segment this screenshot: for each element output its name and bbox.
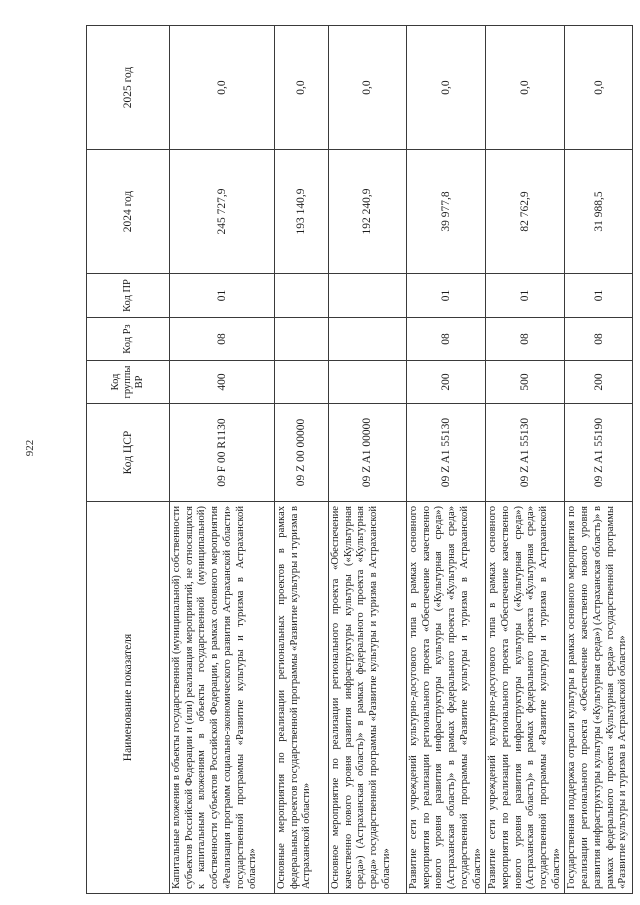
header-2025: 2025 год — [87, 26, 170, 150]
header-vr: Код группы ВР — [87, 361, 170, 404]
table-row — [329, 26, 407, 894]
row-2025: 0,0 — [170, 26, 275, 150]
budget-table — [86, 25, 633, 894]
row-rz: 08 — [565, 318, 633, 361]
header-csr: Код ЦСР — [87, 404, 170, 502]
table-row — [170, 26, 275, 894]
row-pr: 01 — [565, 274, 633, 318]
row-csr: 09 Z 00 00000 — [275, 404, 329, 502]
header-name: Наименование показателя — [87, 502, 170, 894]
row-vr: 400 — [170, 361, 275, 404]
row-rz: 08 — [486, 318, 565, 361]
row-2025: 0,0 — [407, 26, 486, 150]
row-csr: 09 Z A1 00000 — [329, 404, 407, 502]
row-2024: 193 140,9 — [275, 150, 329, 274]
row-name: Капитальные вложения в объекты государственной (муниципальной) собственности субъектов Российской Федерации и (или) реализация мероприятий, не относящихся к капитальным вложениям в объекты государственной (муниципальной) собственности субъектов Российской Федерации, в рамках основного мероприятия «Реализация программ социально-экономического развития Астраханской области» государственной программы «Развитие культуры и туризма в Астраханской области» — [170, 502, 275, 894]
row-2024: 245 727,9 — [170, 150, 275, 274]
row-csr: 09 Z A1 55130 — [407, 404, 486, 502]
page-number: 922 — [24, 439, 36, 457]
table-header-row — [87, 26, 170, 894]
row-vr: 500 — [486, 361, 565, 404]
row-rz — [275, 318, 329, 361]
table-row — [486, 26, 565, 894]
row-vr: 200 — [565, 361, 633, 404]
row-2024: 82 762,9 — [486, 150, 565, 274]
row-rz: 08 — [407, 318, 486, 361]
row-name: Основное мероприятие по реализации регионального проекта «Обеспечение качественно нового уровня развития инфраструктуры культуры («Культурная среда») (Астраханская область)» в рамках федерального проекта «Культурная среда» государственной программы «Развитие культуры и туризма в Астраханской области» — [329, 502, 407, 894]
row-vr — [275, 361, 329, 404]
row-pr: 01 — [170, 274, 275, 318]
row-vr: 200 — [407, 361, 486, 404]
row-csr: 09 Z A1 55190 — [565, 404, 633, 502]
row-vr — [329, 361, 407, 404]
row-rz: 08 — [170, 318, 275, 361]
row-rz — [329, 318, 407, 361]
row-name: Развитие сети учреждений культурно-досугового типа в рамках основного мероприятия по реализации регионального проекта «Обеспечение качественно нового уровня развития инфраструктуры культуры («Культурная среда») (Астраханская область)» в рамках федерального проекта «Культурная среда» государственной программы «Развитие культуры и туризма в Астраханской области» — [486, 502, 565, 894]
table-row — [565, 26, 633, 894]
row-2025: 0,0 — [486, 26, 565, 150]
header-pr: Код ПР — [87, 274, 170, 318]
row-2025: 0,0 — [275, 26, 329, 150]
table-row — [275, 26, 329, 894]
header-2024: 2024 год — [87, 150, 170, 274]
row-csr: 09 Z A1 55130 — [486, 404, 565, 502]
row-pr: 01 — [407, 274, 486, 318]
row-2024: 31 988,5 — [565, 150, 633, 274]
document-area — [86, 26, 629, 894]
row-pr: 01 — [486, 274, 565, 318]
row-name: Развитие сети учреждений культурно-досугового типа в рамках основного мероприятия по реализации регионального проекта «Обеспечение качественно нового уровня развития инфраструктуры культуры («Культурная среда») (Астраханская область)» в рамках федерального проекта «Культурная среда» государственной программы «Развитие культуры и туризма в Астраханской области» — [407, 502, 486, 894]
table-wrapper — [86, 26, 629, 894]
row-2024: 39 977,8 — [407, 150, 486, 274]
row-name: Государственная поддержка отрасли культуры в рамках основного мероприятия по реализации регионального проекта «Обеспечение качественно нового уровня развития инфраструктуры культуры («Культурная среда») (Астраханская область)» в рамках федерального проекта «Культурная среда» государственной программы «Развитие культуры и туризма в Астраханской области» — [565, 502, 633, 894]
header-rz: Код Рз — [87, 318, 170, 361]
row-pr — [275, 274, 329, 318]
row-2025: 0,0 — [565, 26, 633, 150]
row-2024: 192 240,9 — [329, 150, 407, 274]
table-row — [407, 26, 486, 894]
row-name: Основные мероприятия по реализации региональных проектов в рамках федеральных проектов государственной программы «Развитие культуры и туризма в Астраханской области» — [275, 502, 329, 894]
row-pr — [329, 274, 407, 318]
row-csr: 09 F 00 R1130 — [170, 404, 275, 502]
row-2025: 0,0 — [329, 26, 407, 150]
